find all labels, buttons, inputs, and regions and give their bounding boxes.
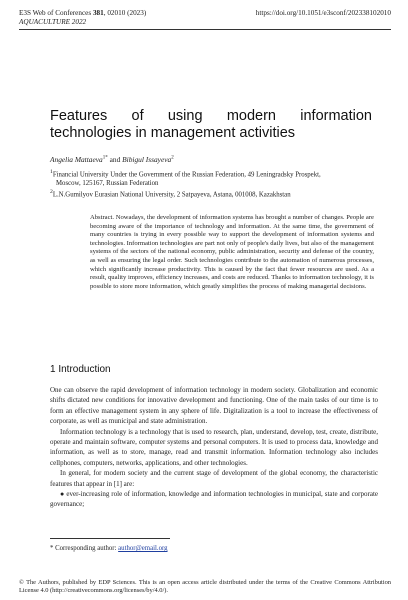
journal-citation: E3S Web of Conferences 381, 02010 (2023) [19, 9, 147, 17]
paragraph-3: In general, for modern society and the current stage of development of the global economy, the characteristic features that appear in [1] are: [50, 469, 378, 488]
abstract: Abstract. Nowadays, the development of information systems has brought a number of changes. People are becoming aware of the importance of technology and information. At the same time, the government of many countries is trying in every possible way to support the development of information systems and technologies. Information technologies are part not only of people's daily lives, but also of the management systems of the sectors of the national economy, public administration, security and defense of the country, as well as ensuring the legal order. Such technologies contribute to the automation of numerous processes, which significantly increase productivity. This is caused by the fact that fewer resources are used. As a result, quality improves, efficiency increases, and costs are reduced. Thanks to information technology, it is possible to store more information, which greatly simplifies the process of making managerial decisions. [90, 214, 374, 290]
affiliation-2: $^2$L.N.Gumilyov Eurasian National University, 2 Satpayeva, Astana, 001008, Kazakhstan [50, 189, 291, 199]
section-heading: 1 Introduction [50, 364, 111, 375]
author-conjunction: and [109, 155, 121, 164]
affiliation-1-cont: Moscow, 125167, Russian Federation [56, 180, 159, 188]
author-2: Bibigul Issayeva [122, 155, 172, 164]
journal-volume: 381 [92, 9, 104, 17]
author-1: Angelia Mattaeva [50, 155, 103, 164]
author-line [50, 155, 174, 164]
bullet-item: ● ever-increasing role of information, knowledge and information technologies in municipal, state and corporate governance; [50, 490, 378, 509]
footnote-label: * Corresponding author: [50, 545, 117, 552]
doi-link[interactable]: https://doi.org/10.1051/e3sconf/202338102010 [255, 9, 391, 17]
author-1-marker: 1* [102, 155, 108, 161]
footnote-divider [50, 538, 170, 539]
affiliations [50, 168, 378, 200]
paper-title: Features of using modern information technologies in management activities [50, 108, 372, 141]
author-email-link[interactable]: author@email.org [118, 545, 168, 552]
copyright-notice: © The Authors, published by EDP Sciences. This is an open access article distributed under the terms of the Creative Commons Attribution License 4.0 (http://creativecommons.org/licenses/by/4.0/). [19, 579, 391, 595]
article-number: 02010 (2023) [107, 9, 147, 17]
paragraph-2: Information technology is a technology that is used to research, plan, understand, develop, test, create, distribute, operate and maintain software, computer systems and personal computers. It is used to process data, knowledge and information, as well as to store, manage, read and transmit information. Information technology also includes cellphones, computers, networks, applications, and other technologies. [50, 427, 378, 467]
author-2-marker: 2 [171, 155, 174, 161]
running-header [19, 9, 146, 27]
paragraph-1: One can observe the rapid development of information technology in modern society. Globalization and economic shifts dictated new conditions for innovative development and functioning. One of the main tasks of our time is to form an effective management system in any sphere of life. Digitalization is a tool to increase the effectiveness of corporate, as well as municipal and state administration. [50, 386, 378, 426]
header-divider [19, 29, 391, 30]
affiliation-1: $^1$Financial University Under the Government of the Russian Federation, 49 Leningradsky Prospekt, [50, 169, 321, 179]
conference-name: AQUACULTURE 2022 [19, 18, 87, 26]
footnote [50, 545, 168, 552]
body-text [50, 385, 378, 510]
